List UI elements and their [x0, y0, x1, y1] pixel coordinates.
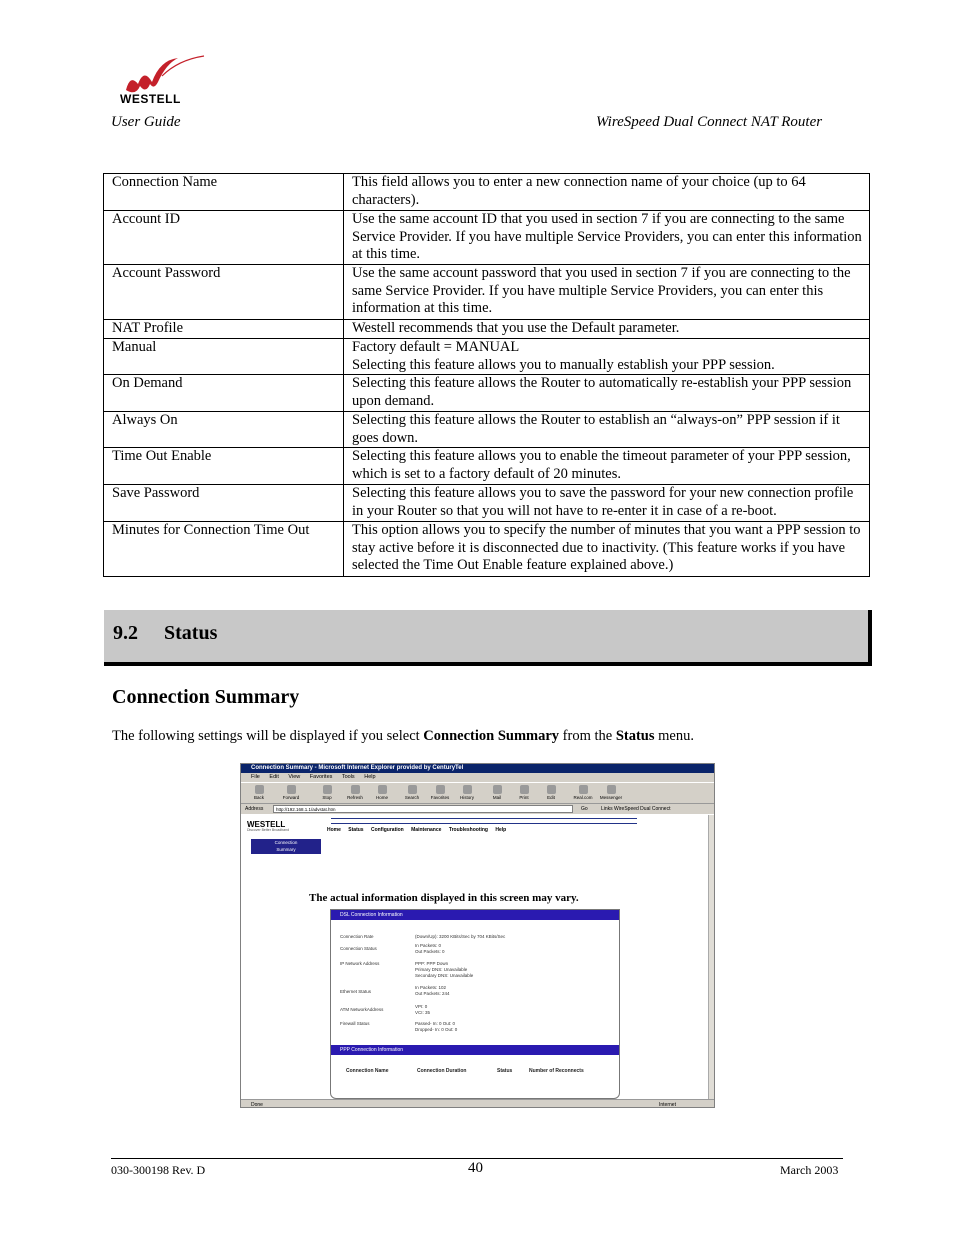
table-row	[104, 339, 870, 375]
section-bar	[104, 610, 872, 666]
col-reconnects: Number of Reconnects	[529, 1068, 584, 1074]
realcom-icon	[579, 785, 588, 794]
param-desc: This option allows you to specify the number of minutes that you want a PPP session to stay active before it is disconnected due to inactivity. (This feature works if you have selected the Time Out Enable feature explained above.)	[344, 522, 870, 577]
section-title: Status	[164, 622, 218, 644]
para-bold: Status	[615, 728, 655, 744]
row-value-line: Out Packets: 0	[415, 949, 445, 954]
col-connection-duration: Connection Duration	[417, 1068, 467, 1074]
param-name: Manual	[104, 339, 344, 375]
status-zone: Internet	[659, 1102, 676, 1108]
print-button[interactable]	[512, 785, 536, 803]
para-text: The following settings will be displayed if you select	[112, 728, 424, 744]
toolbar-label: History	[459, 795, 474, 800]
toolbar-label: Forward	[282, 795, 300, 800]
col-connection-name: Connection Name	[346, 1068, 389, 1074]
page-number: 40	[468, 1160, 483, 1176]
param-name: Connection Name	[104, 174, 344, 211]
browser-screenshot	[240, 763, 715, 1108]
menu-view[interactable]: View	[288, 774, 301, 780]
header-left: User Guide	[111, 114, 181, 130]
row-value-line: Passed- In: 0 Out: 0	[415, 1021, 456, 1026]
table-row	[104, 211, 870, 265]
row-value	[415, 1004, 430, 1016]
row-value	[415, 934, 505, 940]
browser-toolbar	[241, 782, 715, 804]
param-desc-line: Factory default = MANUAL	[352, 339, 520, 355]
footer-left: 030-300198 Rev. D	[111, 1163, 206, 1177]
refresh-icon	[351, 785, 360, 794]
footer-right: March 2003	[780, 1163, 839, 1177]
back-icon	[255, 785, 264, 794]
row-label: Connection Rate	[340, 934, 374, 939]
search-icon	[408, 785, 417, 794]
row-value	[415, 985, 450, 997]
edit-button[interactable]	[539, 785, 563, 803]
sub-heading: Connection Summary	[112, 686, 300, 708]
table-row	[104, 448, 870, 485]
screen-note: The actual information displayed in this screen may vary.	[309, 892, 579, 904]
row-label: ATM NetworkAddress	[340, 1007, 384, 1012]
para-text: from the	[559, 728, 616, 744]
body-paragraph	[112, 728, 694, 745]
address-label: Address	[245, 806, 264, 812]
row-label: Connection Status	[340, 946, 377, 951]
param-desc: Selecting this feature allows the Router to establish an “always-on” PPP session if it goes down.	[344, 412, 870, 448]
mail-button[interactable]	[485, 785, 509, 803]
param-desc: Selecting this feature allows the Router to automatically re-establish your PPP session upon demand.	[344, 375, 870, 412]
status-bar	[241, 1099, 715, 1108]
history-icon	[463, 785, 472, 794]
links-label[interactable]: Links WireSpeed Dual Connect	[601, 806, 671, 812]
nav-help[interactable]: Help	[495, 827, 507, 833]
address-bar	[241, 804, 715, 814]
address-input[interactable]: http://192.168.1.1/advstat.htm	[273, 805, 573, 813]
edit-icon	[547, 785, 556, 794]
table-row	[104, 375, 870, 412]
toolbar-label: Home	[375, 795, 388, 800]
param-name: Always On	[104, 412, 344, 448]
home-icon	[378, 785, 387, 794]
stop-button[interactable]	[315, 785, 339, 803]
row-value-line: In Packets: 102	[415, 985, 447, 990]
westell-tagline: Discover Better Broadband	[247, 828, 290, 832]
ppp-header: PPP Connection Information	[331, 1045, 619, 1055]
nav-status[interactable]: Status	[348, 827, 364, 833]
status-text: Done	[251, 1102, 263, 1108]
param-name: On Demand	[104, 375, 344, 412]
param-name: Account ID	[104, 211, 344, 265]
menu-edit[interactable]: Edit	[269, 774, 279, 780]
row-value-line: VCI: 35	[415, 1010, 431, 1015]
side-label: Summary	[276, 847, 296, 852]
nav-troubleshooting[interactable]: Troubleshooting	[448, 827, 488, 833]
param-desc: This field allows you to enter a new connection name of your choice (up to 64 characters).	[344, 174, 870, 211]
page-content	[241, 815, 708, 1099]
realcom-button[interactable]	[571, 785, 595, 803]
header-lines	[331, 818, 637, 824]
table-row	[104, 265, 870, 320]
row-value-line: Secondary DNS: Unavailable	[415, 973, 474, 978]
param-name: NAT Profile	[104, 320, 344, 339]
go-button[interactable]: Go	[581, 806, 588, 812]
westell-page-logo: WESTELL	[247, 820, 286, 829]
toolbar-label: Messenger	[599, 795, 623, 800]
page-nav	[327, 827, 512, 833]
dsl-header: DSL Connection Information	[331, 910, 619, 920]
toolbar-label: Stop	[322, 795, 332, 800]
stop-icon	[323, 785, 332, 794]
row-value	[415, 943, 445, 955]
param-name: Account Password	[104, 265, 344, 320]
param-desc: Selecting this feature allows you to enable the timeout parameter of your PPP session, which is set to a factory default of 20 minutes.	[344, 448, 870, 485]
table-row	[104, 320, 870, 339]
param-name: Time Out Enable	[104, 448, 344, 485]
history-button[interactable]	[455, 785, 479, 803]
row-value-line: Out Packets: 244	[415, 991, 450, 996]
toolbar-label: Mail	[492, 795, 502, 800]
para-text: menu.	[654, 728, 694, 744]
logo-text: WESTELL	[120, 92, 181, 106]
footer-divider	[111, 1158, 843, 1159]
toolbar-label: Real.com	[573, 795, 593, 800]
param-desc-line: Selecting this feature allows you to manually establish your PPP session.	[352, 356, 775, 373]
print-icon	[520, 785, 529, 794]
row-value-line: In Packets: 0	[415, 943, 442, 948]
vertical-scrollbar[interactable]	[708, 815, 715, 1099]
param-desc: Use the same account ID that you used in section 7 if you are connecting to the same Service Provider. If you have multiple Service Providers, you can enter this information at this time.	[344, 211, 870, 265]
nav-maintenance[interactable]: Maintenance	[411, 827, 442, 833]
messenger-icon	[607, 785, 616, 794]
row-value-line: Dropped- In: 0 Out: 0	[415, 1027, 458, 1032]
toolbar-label: Edit	[547, 795, 555, 800]
param-desc	[344, 339, 870, 375]
side-label: Connection	[274, 840, 298, 845]
table-row	[104, 412, 870, 448]
row-value	[415, 961, 473, 979]
search-button[interactable]	[400, 785, 424, 803]
table-row	[104, 522, 870, 577]
table-row	[104, 174, 870, 211]
parameter-table	[103, 173, 870, 577]
messenger-button[interactable]	[599, 785, 623, 803]
connection-info-panel	[330, 909, 620, 1099]
col-status: Status	[497, 1068, 513, 1074]
toolbar-label: Print	[519, 795, 529, 800]
toolbar-label: Favorites	[430, 795, 450, 800]
table-row	[104, 485, 870, 522]
favorites-button[interactable]	[428, 785, 452, 803]
row-label: Firewall Status	[340, 1021, 370, 1026]
menu-help[interactable]: Help	[364, 774, 376, 780]
nav-home[interactable]: Home	[327, 827, 341, 833]
param-name: Save Password	[104, 485, 344, 522]
refresh-button[interactable]	[343, 785, 367, 803]
back-button[interactable]	[247, 785, 271, 803]
para-bold: Connection Summary	[423, 728, 560, 744]
window-title: Connection Summary - Microsoft Internet Explorer provided by CenturyTel	[241, 764, 715, 773]
row-value	[415, 1021, 457, 1033]
row-value-line: Primary DNS: Unavailable	[415, 967, 468, 972]
param-desc: Selecting this feature allows you to save the password for your new connection profile in your Router so that you will not have to re-enter it in case of a re-boot.	[344, 485, 870, 522]
header-right: WireSpeed Dual Connect NAT Router	[596, 114, 823, 130]
toolbar-label: Search	[404, 795, 420, 800]
row-label: Ethernet Status	[340, 989, 372, 994]
mail-icon	[493, 785, 502, 794]
forward-button[interactable]	[279, 785, 303, 803]
toolbar-label: Back	[253, 795, 264, 800]
row-value-line: (Down/Up): 3200 KBits/Sec by 704 KBits/Sec	[415, 934, 506, 939]
section-number: 9.2	[113, 622, 138, 644]
nav-configuration[interactable]: Configuration	[370, 827, 404, 833]
forward-icon	[287, 785, 296, 794]
menu-file[interactable]: File	[251, 774, 260, 780]
favorites-icon	[436, 785, 445, 794]
side-connection-summary[interactable]	[251, 839, 321, 854]
row-label: IP Network Address	[340, 961, 380, 966]
param-desc: Westell recommends that you use the Default parameter.	[344, 320, 870, 339]
menu-tools[interactable]: Tools	[341, 774, 355, 780]
row-value-line: PPP: PPP Down	[415, 961, 449, 966]
home-button[interactable]	[370, 785, 394, 803]
toolbar-label: Refresh	[347, 795, 363, 800]
menu-bar	[241, 773, 715, 782]
param-desc: Use the same account password that you used in section 7 if you are connecting to the same Service Provider. If you have multiple Service Providers, you can enter this information at this time.	[344, 265, 870, 320]
row-value-line: VPI: 0	[415, 1004, 428, 1009]
param-name: Minutes for Connection Time Out	[104, 522, 344, 577]
menu-favorites[interactable]: Favorites	[309, 774, 333, 780]
